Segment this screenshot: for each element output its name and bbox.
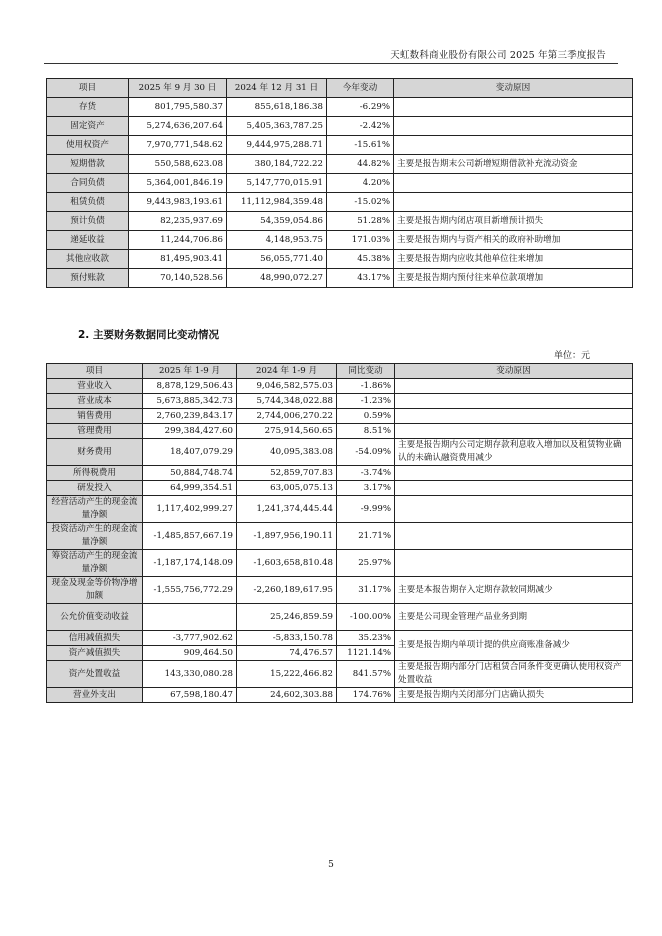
current-value: -1,485,857,667.19 xyxy=(143,523,237,550)
row-label: 现金及现金等价物净增加额 xyxy=(47,577,143,604)
change-percent: 171.03% xyxy=(327,231,394,250)
change-reason: 主要是报告期末公司新增短期借款补充流动资金 xyxy=(394,155,633,174)
row-label: 短期借款 xyxy=(47,155,129,174)
change-reason: 主要是本报告期存入定期存款较同期减少 xyxy=(395,577,633,604)
prior-value: 4,148,953.75 xyxy=(227,231,327,250)
table-row xyxy=(47,98,633,117)
change-percent: -1.23% xyxy=(337,394,395,409)
change-reason: 主要是公司现金管理产品业务到期 xyxy=(395,604,633,631)
current-value: 81,495,903.41 xyxy=(129,250,227,269)
header-cell: 2024 年 12 月 31 日 xyxy=(227,79,327,98)
header-cell: 项目 xyxy=(47,364,143,379)
table-row xyxy=(47,212,633,231)
change-reason xyxy=(395,379,633,394)
header-cell: 同比变动 xyxy=(337,364,395,379)
current-value: 909,464.50 xyxy=(143,646,237,661)
current-value: 550,588,623.08 xyxy=(129,155,227,174)
table-row xyxy=(47,577,633,604)
change-percent: -15.61% xyxy=(327,136,394,155)
table-row xyxy=(47,117,633,136)
change-percent: 43.17% xyxy=(327,269,394,288)
prior-value: 11,112,984,359.48 xyxy=(227,193,327,212)
change-percent: 174.76% xyxy=(337,688,395,703)
change-reason xyxy=(395,466,633,481)
row-label: 递延收益 xyxy=(47,231,129,250)
page-number: 5 xyxy=(328,860,334,870)
prior-value: 9,444,975,288.71 xyxy=(227,136,327,155)
prior-value: 275,914,560.65 xyxy=(237,424,337,439)
table-row xyxy=(47,439,633,466)
change-reason xyxy=(395,424,633,439)
table-row xyxy=(47,409,633,424)
change-reason: 主要是报告期内单项计提的供应商账准备减少 xyxy=(395,631,633,661)
change-percent: 25.97% xyxy=(337,550,395,577)
change-percent: 21.71% xyxy=(337,523,395,550)
row-label: 存货 xyxy=(47,98,129,117)
table-row xyxy=(47,550,633,577)
table-header-row xyxy=(47,79,633,98)
table-row xyxy=(47,523,633,550)
header-cell: 今年变动 xyxy=(327,79,394,98)
change-reason xyxy=(394,136,633,155)
current-value: 5,673,885,342.73 xyxy=(143,394,237,409)
change-reason: 主要是报告期内关闭部分门店确认损失 xyxy=(395,688,633,703)
row-label: 资产处置收益 xyxy=(47,661,143,688)
current-value: 50,884,748.74 xyxy=(143,466,237,481)
change-percent: 1121.14% xyxy=(337,646,395,661)
change-reason: 主要是报告期内闭店项目新增预计损失 xyxy=(394,212,633,231)
prior-value: 54,359,054.86 xyxy=(227,212,327,231)
header-cell: 2024 年 1-9 月 xyxy=(237,364,337,379)
row-label: 信用减值损失 xyxy=(47,631,143,646)
change-percent: -1.86% xyxy=(337,379,395,394)
row-label: 合同负债 xyxy=(47,174,129,193)
change-reason: 主要是报告期内预付往来单位款项增加 xyxy=(394,269,633,288)
table-row xyxy=(47,481,633,496)
table-row xyxy=(47,155,633,174)
prior-value: 48,990,072.27 xyxy=(227,269,327,288)
prior-value: -5,833,150.78 xyxy=(237,631,337,646)
prior-value: 5,744,348,022.88 xyxy=(237,394,337,409)
current-value: -1,555,756,772.29 xyxy=(143,577,237,604)
table-row xyxy=(47,661,633,688)
change-percent: -15.02% xyxy=(327,193,394,212)
change-reason xyxy=(395,481,633,496)
prior-value: 63,005,075.13 xyxy=(237,481,337,496)
change-percent: -3.74% xyxy=(337,466,395,481)
current-value: 18,407,079.29 xyxy=(143,439,237,466)
change-reason xyxy=(395,496,633,523)
table-row xyxy=(47,174,633,193)
change-percent: 45.38% xyxy=(327,250,394,269)
current-value: 299,384,427.60 xyxy=(143,424,237,439)
table-row xyxy=(47,136,633,155)
current-value: 8,878,129,506.43 xyxy=(143,379,237,394)
current-value: 7,970,771,548.62 xyxy=(129,136,227,155)
current-value: 801,795,580.37 xyxy=(129,98,227,117)
prior-value: 1,241,374,445.44 xyxy=(237,496,337,523)
change-reason: 主要是报告期内公司定期存款利息收入增加以及租赁物业确认的未确认融资费用减少 xyxy=(395,439,633,466)
table-row xyxy=(47,193,633,212)
table-header-row xyxy=(47,364,633,379)
change-reason: 主要是报告期内应收其他单位往来增加 xyxy=(394,250,633,269)
row-label: 筹资活动产生的现金流量净额 xyxy=(47,550,143,577)
change-reason xyxy=(395,409,633,424)
table-row xyxy=(47,604,633,631)
change-percent: 31.17% xyxy=(337,577,395,604)
row-label: 使用权资产 xyxy=(47,136,129,155)
change-percent: 4.20% xyxy=(327,174,394,193)
report-header: 天虹数科商业股份有限公司 2025 年第三季度报告 xyxy=(390,50,606,61)
change-percent: -54.09% xyxy=(337,439,395,466)
row-label: 财务费用 xyxy=(47,439,143,466)
row-label: 管理费用 xyxy=(47,424,143,439)
section-title: 2. 主要财务数据同比变动情况 xyxy=(78,329,219,341)
current-value: -1,187,174,148.09 xyxy=(143,550,237,577)
current-value: 64,999,354.51 xyxy=(143,481,237,496)
current-value: 2,760,239,843.17 xyxy=(143,409,237,424)
header-cell: 2025 年 1-9 月 xyxy=(143,364,237,379)
table-row xyxy=(47,394,633,409)
change-reason xyxy=(394,174,633,193)
row-label: 营业收入 xyxy=(47,379,143,394)
prior-value: 40,095,383.08 xyxy=(237,439,337,466)
prior-value: 5,405,363,787.25 xyxy=(227,117,327,136)
change-percent: 35.23% xyxy=(337,631,395,646)
row-label: 租赁负债 xyxy=(47,193,129,212)
change-percent: -6.29% xyxy=(327,98,394,117)
change-reason xyxy=(394,98,633,117)
table-row xyxy=(47,379,633,394)
row-label: 资产减值损失 xyxy=(47,646,143,661)
row-label: 营业成本 xyxy=(47,394,143,409)
current-value: 70,140,528.56 xyxy=(129,269,227,288)
table-row xyxy=(47,496,633,523)
prior-value: 855,618,186.38 xyxy=(227,98,327,117)
change-percent: 44.82% xyxy=(327,155,394,174)
change-percent: -2.42% xyxy=(327,117,394,136)
change-percent: 3.17% xyxy=(337,481,395,496)
current-value: 5,274,636,207.64 xyxy=(129,117,227,136)
current-value: 9,443,983,193.61 xyxy=(129,193,227,212)
row-label: 经营活动产生的现金流量净额 xyxy=(47,496,143,523)
prior-value: 24,602,303.88 xyxy=(237,688,337,703)
prior-value: 9,046,582,575.03 xyxy=(237,379,337,394)
prior-value: 380,184,722.22 xyxy=(227,155,327,174)
current-value: -3,777,902.62 xyxy=(143,631,237,646)
change-reason: 主要是报告期内部分门店租赁合同条件变更确认使用权资产处置收益 xyxy=(395,661,633,688)
prior-value: 56,055,771.40 xyxy=(227,250,327,269)
table-row xyxy=(47,466,633,481)
row-label: 销售费用 xyxy=(47,409,143,424)
header-cell: 项目 xyxy=(47,79,129,98)
prior-value: 52,859,707.83 xyxy=(237,466,337,481)
row-label: 所得税费用 xyxy=(47,466,143,481)
change-reason xyxy=(395,523,633,550)
row-label: 预付账款 xyxy=(47,269,129,288)
unit-label: 单位：元 xyxy=(553,351,590,361)
header-cell: 2025 年 9 月 30 日 xyxy=(129,79,227,98)
current-value: 5,364,001,846.19 xyxy=(129,174,227,193)
balance-change-table xyxy=(46,78,633,288)
prior-value: -1,897,956,190.11 xyxy=(237,523,337,550)
change-percent: 841.57% xyxy=(337,661,395,688)
table-row xyxy=(47,688,633,703)
header-cell: 变动原因 xyxy=(394,79,633,98)
table-row xyxy=(47,269,633,288)
change-reason xyxy=(394,117,633,136)
change-percent: -9.99% xyxy=(337,496,395,523)
current-value: 11,244,706.86 xyxy=(129,231,227,250)
row-label: 其他应收款 xyxy=(47,250,129,269)
current-value xyxy=(143,604,237,631)
row-label: 投资活动产生的现金流量净额 xyxy=(47,523,143,550)
table-row xyxy=(47,250,633,269)
row-label: 公允价值变动收益 xyxy=(47,604,143,631)
prior-value: 2,744,006,270.22 xyxy=(237,409,337,424)
change-reason xyxy=(395,394,633,409)
prior-value: 74,476.57 xyxy=(237,646,337,661)
prior-value: 5,147,770,015.91 xyxy=(227,174,327,193)
current-value: 143,330,080.28 xyxy=(143,661,237,688)
prior-value: 25,246,859.59 xyxy=(237,604,337,631)
prior-value: -1,603,658,810.48 xyxy=(237,550,337,577)
row-label: 固定资产 xyxy=(47,117,129,136)
yoy-change-table xyxy=(46,363,633,703)
prior-value: 15,222,466.82 xyxy=(237,661,337,688)
change-percent: 0.59% xyxy=(337,409,395,424)
row-label: 营业外支出 xyxy=(47,688,143,703)
table-row xyxy=(47,424,633,439)
change-percent: -100.00% xyxy=(337,604,395,631)
change-reason xyxy=(395,550,633,577)
table-row xyxy=(47,631,633,646)
prior-value: -2,260,189,617.95 xyxy=(237,577,337,604)
change-reason xyxy=(394,193,633,212)
header-cell: 变动原因 xyxy=(395,364,633,379)
current-value: 82,235,937.69 xyxy=(129,212,227,231)
change-percent: 51.28% xyxy=(327,212,394,231)
current-value: 1,117,402,999.27 xyxy=(143,496,237,523)
table-row xyxy=(47,231,633,250)
change-percent: 8.51% xyxy=(337,424,395,439)
header-divider xyxy=(44,63,618,64)
current-value: 67,598,180.47 xyxy=(143,688,237,703)
row-label: 预计负债 xyxy=(47,212,129,231)
change-reason: 主要是报告期内与资产相关的政府补助增加 xyxy=(394,231,633,250)
row-label: 研发投入 xyxy=(47,481,143,496)
